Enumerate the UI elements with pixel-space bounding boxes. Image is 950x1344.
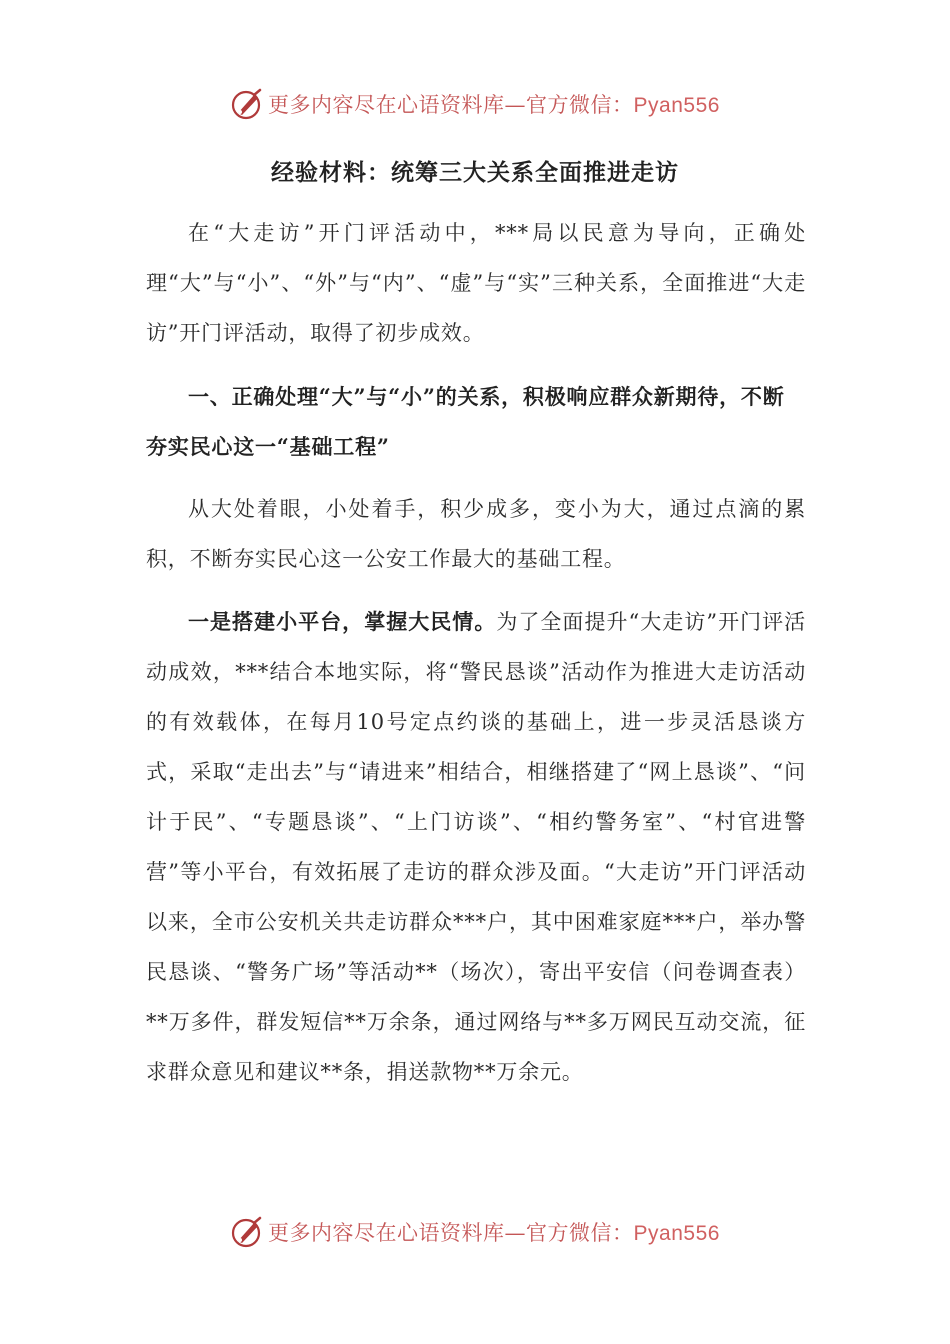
wechat-id: Pyan556 (633, 1222, 720, 1245)
page-title: 经验材料：统筹三大关系全面推进走访 (271, 159, 679, 186)
pen-logo-icon (230, 1215, 264, 1249)
section-heading: 一、正确处理“大”与“小”的关系，积极响应群众新期待，不断夯实民心这一“基础工程” (146, 384, 785, 459)
footer-banner (0, 1212, 950, 1252)
pen-logo-icon (230, 87, 264, 121)
point-body: 为了全面提升“大走访”开门评活动成效，***结合本地实际，将“警民恳谈”活动作为推进大走访活动的有效载体，在每月10号定点约谈的基础上，进一步灵活恳谈方式，采取“走出去”与“请进来”相结合，相继搭建了“网上恳谈”、“问计于民”、“专题恳谈”、“上门访谈”、“相约警务室”、“村官进警营”等小平台，有效拓展了走访的群众涉及面。“大走访”开门评活动以来，全市公安机关共走访群众***户，其中困难家庭***户，举办警民恳谈、“警务广场”等活动**（场次），寄出平安信（问卷调查表）**万多件，群发短信**万余条，通过网络与**多万网民互动交流，征求群众意见和建议**条，捐送款物**万余元。 (146, 610, 806, 1084)
wechat-id: Pyan556 (633, 94, 720, 117)
header-banner (0, 84, 950, 124)
header-banner-text: 更多内容尽在心语资料库—官方微信：Pyan556 (268, 93, 720, 117)
intro-paragraph: 在“大走访”开门评活动中，***局以民意为导向，正确处理“大”与“小”、“外”与“内”、“虚”与“实”三种关系，全面推进“大走访”开门评活动，取得了初步成效。 (146, 221, 806, 345)
section-paragraph: 从大处着眼，小处着手，积少成多，变小为大，通过点滴的累积，不断夯实民心这一公安工作最大的基础工程。 (146, 497, 806, 571)
point-lead: 一是搭建小平台，掌握大民情。 (188, 609, 497, 634)
point-paragraph (146, 597, 806, 1097)
footer-banner-text: 更多内容尽在心语资料库—官方微信：Pyan556 (268, 1221, 720, 1245)
